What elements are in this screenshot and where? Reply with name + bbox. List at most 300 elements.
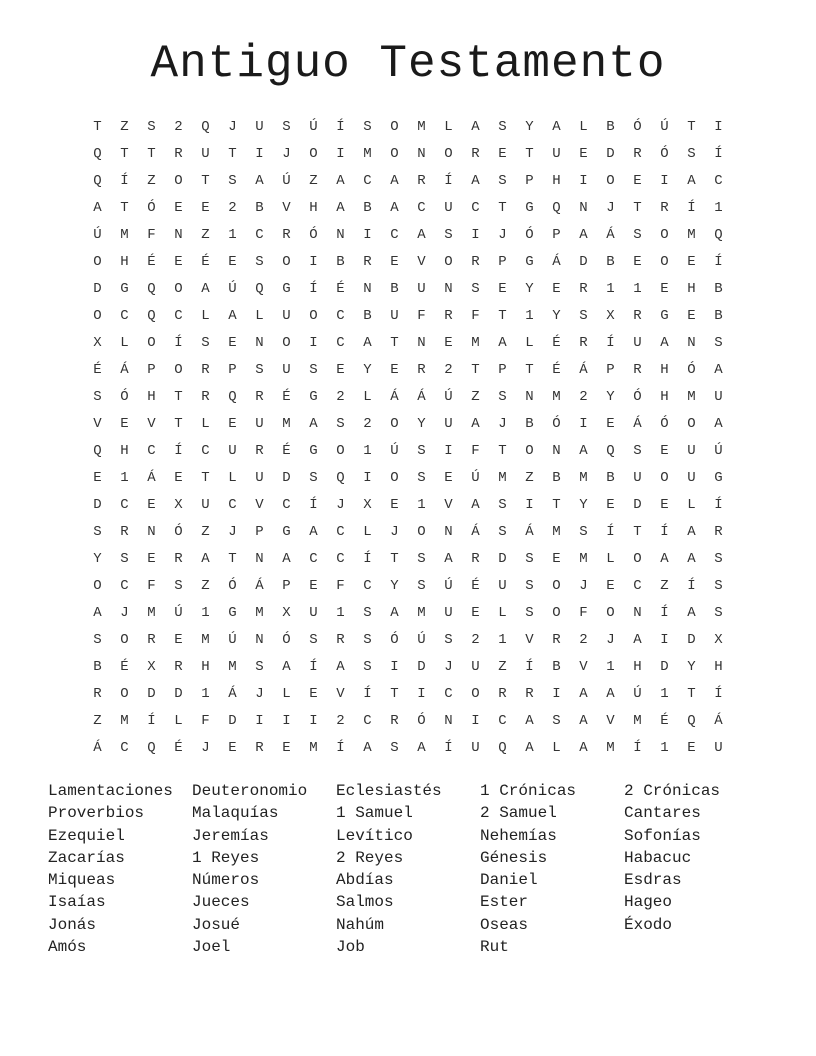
word-list-item: Isaías xyxy=(48,893,106,912)
grid-cell: Á xyxy=(228,686,237,702)
grid-cell: R xyxy=(471,254,480,270)
grid-cell: X xyxy=(174,497,183,513)
word-list-item: Sofonías xyxy=(624,826,701,845)
grid-cell: G xyxy=(228,605,237,621)
grid-cell: 2 xyxy=(336,713,345,729)
grid-cell: I xyxy=(363,227,372,243)
grid-cell: Ó xyxy=(660,146,669,162)
grid-cell: M xyxy=(282,416,291,432)
grid-cell: J xyxy=(282,146,291,162)
grid-cell: H xyxy=(552,173,561,189)
grid-cell: D xyxy=(498,551,507,567)
grid-cell: I xyxy=(336,146,345,162)
grid-cell: F xyxy=(579,605,588,621)
grid-cell: S xyxy=(255,659,264,675)
grid-cell: J xyxy=(498,416,507,432)
grid-cell: E xyxy=(444,335,453,351)
grid-cell: Á xyxy=(606,227,615,243)
grid-cell: 1 xyxy=(363,443,372,459)
grid-cell: 2 xyxy=(363,416,372,432)
grid-cell: Y xyxy=(93,551,102,567)
grid-cell: Ú xyxy=(444,389,453,405)
grid-cell: M xyxy=(417,605,426,621)
grid-cell: D xyxy=(147,686,156,702)
grid-cell: O xyxy=(606,605,615,621)
grid-cell: U xyxy=(390,308,399,324)
grid-cell: S xyxy=(255,254,264,270)
grid-cell: Q xyxy=(201,119,210,135)
grid-cell: Á xyxy=(552,254,561,270)
grid-cell: O xyxy=(606,173,615,189)
grid-cell: Q xyxy=(147,308,156,324)
grid-cell: F xyxy=(471,443,480,459)
grid-cell: T xyxy=(525,362,534,378)
grid-cell: G xyxy=(525,200,534,216)
grid-cell: C xyxy=(390,227,399,243)
grid-cell: 1 xyxy=(201,686,210,702)
grid-cell: V xyxy=(336,686,345,702)
grid-cell: C xyxy=(336,308,345,324)
grid-cell: T xyxy=(228,551,237,567)
word-list-item: Salmos xyxy=(336,893,394,912)
grid-cell: O xyxy=(93,308,102,324)
grid-cell: É xyxy=(147,254,156,270)
word-list-item: Josué xyxy=(192,915,241,934)
grid-cell: Í xyxy=(363,686,372,702)
word-list-item: 1 Samuel xyxy=(336,804,413,823)
grid-cell: N xyxy=(417,146,426,162)
grid-cell: E xyxy=(687,254,696,270)
grid-cell: J xyxy=(201,740,210,756)
grid-cell: S xyxy=(363,119,372,135)
grid-row xyxy=(84,195,732,222)
grid-cell: S xyxy=(687,146,696,162)
grid-cell: S xyxy=(228,173,237,189)
grid-cell: M xyxy=(471,335,480,351)
grid-cell: Í xyxy=(309,281,318,297)
grid-row xyxy=(84,519,732,546)
grid-cell: R xyxy=(633,362,642,378)
grid-cell: O xyxy=(174,173,183,189)
grid-cell: X xyxy=(606,308,615,324)
grid-cell: Á xyxy=(525,524,534,540)
grid-cell: T xyxy=(633,524,642,540)
grid-cell: M xyxy=(579,470,588,486)
word-list-item: Eclesiastés xyxy=(336,782,442,800)
grid-cell: E xyxy=(633,254,642,270)
word-list-item: Habacuc xyxy=(624,848,692,867)
grid-cell: O xyxy=(93,578,102,594)
grid-cell: Q xyxy=(93,443,102,459)
grid-cell: H xyxy=(120,443,129,459)
grid-cell: F xyxy=(201,713,210,729)
grid-cell: T xyxy=(390,686,399,702)
grid-cell: 2 xyxy=(579,389,588,405)
grid-cell: L xyxy=(687,497,696,513)
grid-cell: M xyxy=(120,713,129,729)
grid-cell: E xyxy=(174,254,183,270)
grid-cell: C xyxy=(363,578,372,594)
grid-cell: V xyxy=(417,254,426,270)
grid-cell: G xyxy=(525,254,534,270)
grid-cell: A xyxy=(228,308,237,324)
grid-cell: U xyxy=(471,740,480,756)
grid-cell: I xyxy=(660,173,669,189)
grid-cell: Í xyxy=(336,740,345,756)
grid-cell: U xyxy=(282,308,291,324)
grid-cell: R xyxy=(174,146,183,162)
grid-cell: 1 xyxy=(633,281,642,297)
grid-cell: Ó xyxy=(660,416,669,432)
grid-cell: T xyxy=(228,146,237,162)
grid-cell: E xyxy=(579,146,588,162)
grid-cell: R xyxy=(120,524,129,540)
grid-cell: L xyxy=(201,416,210,432)
grid-cell: R xyxy=(660,200,669,216)
grid-cell: A xyxy=(255,173,264,189)
grid-cell: S xyxy=(417,443,426,459)
grid-cell: Z xyxy=(201,578,210,594)
grid-cell: Ó xyxy=(552,416,561,432)
grid-cell: A xyxy=(471,119,480,135)
grid-cell: L xyxy=(120,335,129,351)
grid-row xyxy=(84,330,732,357)
grid-cell: T xyxy=(471,362,480,378)
grid-cell: R xyxy=(552,632,561,648)
grid-cell: I xyxy=(525,497,534,513)
grid-cell: S xyxy=(390,740,399,756)
grid-cell: T xyxy=(498,308,507,324)
grid-cell: S xyxy=(309,362,318,378)
grid-cell: P xyxy=(498,362,507,378)
word-list-item: 2 Crónicas xyxy=(624,782,721,800)
grid-cell: S xyxy=(309,632,318,648)
grid-cell: É xyxy=(336,281,345,297)
grid-cell: D xyxy=(687,632,696,648)
grid-cell: Ó xyxy=(282,632,291,648)
grid-cell: L xyxy=(606,551,615,567)
grid-cell: Q xyxy=(228,389,237,405)
grid-cell: V xyxy=(255,497,264,513)
grid-cell: Q xyxy=(336,470,345,486)
grid-cell: S xyxy=(444,632,453,648)
grid-cell: Ó xyxy=(525,227,534,243)
grid-cell: S xyxy=(525,578,534,594)
grid-cell: E xyxy=(282,740,291,756)
grid-cell: V xyxy=(579,659,588,675)
grid-cell: L xyxy=(498,605,507,621)
grid-cell: Í xyxy=(633,740,642,756)
grid-cell: Í xyxy=(687,578,696,594)
grid-cell: T xyxy=(498,443,507,459)
grid-cell: M xyxy=(228,659,237,675)
grid-cell: S xyxy=(498,389,507,405)
grid-cell: S xyxy=(714,605,723,621)
grid-cell: Ó xyxy=(120,389,129,405)
grid-cell: A xyxy=(93,605,102,621)
grid-cell: D xyxy=(228,713,237,729)
grid-cell: Í xyxy=(714,686,723,702)
grid-cell: R xyxy=(174,551,183,567)
grid-cell: S xyxy=(714,551,723,567)
grid-cell: R xyxy=(633,146,642,162)
grid-cell: 2 xyxy=(579,632,588,648)
grid-cell: B xyxy=(714,308,723,324)
grid-cell: P xyxy=(498,254,507,270)
grid-cell: B xyxy=(552,470,561,486)
grid-cell: I xyxy=(417,686,426,702)
grid-cell: A xyxy=(390,200,399,216)
grid-cell: I xyxy=(309,335,318,351)
grid-cell: T xyxy=(633,200,642,216)
grid-row xyxy=(84,465,732,492)
grid-cell: Q xyxy=(687,713,696,729)
grid-cell: A xyxy=(282,551,291,567)
grid-cell: L xyxy=(282,686,291,702)
grid-cell: R xyxy=(471,551,480,567)
grid-cell: C xyxy=(255,227,264,243)
grid-cell: J xyxy=(336,497,345,513)
grid-cell: Í xyxy=(309,659,318,675)
grid-cell: N xyxy=(147,524,156,540)
grid-cell: Q xyxy=(93,146,102,162)
grid-cell: Í xyxy=(660,524,669,540)
grid-cell: 1 xyxy=(606,281,615,297)
grid-cell: O xyxy=(687,416,696,432)
grid-row xyxy=(84,303,732,330)
grid-cell: S xyxy=(498,119,507,135)
grid-cell: V xyxy=(444,497,453,513)
grid-cell: Ú xyxy=(660,119,669,135)
grid-cell: F xyxy=(417,308,426,324)
grid-cell: B xyxy=(336,254,345,270)
word-list-item: Nehemías xyxy=(480,826,557,845)
grid-cell: B xyxy=(606,254,615,270)
grid-cell: E xyxy=(606,497,615,513)
grid-cell: C xyxy=(633,578,642,594)
grid-cell: S xyxy=(498,524,507,540)
grid-cell: 2 xyxy=(471,632,480,648)
grid-cell: I xyxy=(255,713,264,729)
grid-cell: S xyxy=(525,605,534,621)
grid-cell: É xyxy=(282,389,291,405)
grid-cell: R xyxy=(363,254,372,270)
grid-row xyxy=(84,708,732,735)
word-list-item: Números xyxy=(192,871,260,890)
grid-cell: G xyxy=(714,470,723,486)
grid-cell: U xyxy=(228,443,237,459)
grid-cell: T xyxy=(687,686,696,702)
grid-cell: M xyxy=(552,524,561,540)
grid-cell: H xyxy=(714,659,723,675)
grid-cell: Ú xyxy=(93,227,102,243)
grid-cell: Í xyxy=(363,551,372,567)
grid-cell: S xyxy=(525,551,534,567)
grid-cell: M xyxy=(687,227,696,243)
grid-cell: T xyxy=(201,470,210,486)
grid-cell: É xyxy=(552,335,561,351)
grid-cell: I xyxy=(309,713,318,729)
word-list-item: Lamentaciones xyxy=(48,782,173,800)
grid-cell: C xyxy=(120,308,129,324)
grid-cell: O xyxy=(444,254,453,270)
word-list-item: Daniel xyxy=(480,871,538,890)
grid-cell: P xyxy=(282,578,291,594)
grid-cell: O xyxy=(660,227,669,243)
grid-cell: T xyxy=(390,551,399,567)
grid-cell: U xyxy=(201,146,210,162)
grid-cell: B xyxy=(525,416,534,432)
grid-cell: Í xyxy=(660,605,669,621)
word-list-item: Esdras xyxy=(624,871,682,890)
grid-cell: Z xyxy=(660,578,669,594)
grid-cell: Z xyxy=(309,173,318,189)
grid-cell: A xyxy=(336,659,345,675)
grid-cell: Á xyxy=(714,713,723,729)
grid-cell: E xyxy=(147,551,156,567)
grid-cell: M xyxy=(417,119,426,135)
grid-cell: D xyxy=(579,254,588,270)
grid-cell: B xyxy=(390,281,399,297)
grid-cell: Ó xyxy=(309,227,318,243)
grid-cell: O xyxy=(174,362,183,378)
grid-row xyxy=(84,114,732,141)
grid-cell: L xyxy=(552,740,561,756)
grid-cell: 1 xyxy=(228,227,237,243)
grid-cell: Ú xyxy=(228,632,237,648)
grid-cell: Z xyxy=(201,524,210,540)
word-list-item: Éxodo xyxy=(624,915,673,934)
grid-cell: H xyxy=(120,254,129,270)
grid-cell: Í xyxy=(687,200,696,216)
grid-cell: S xyxy=(336,416,345,432)
grid-cell: E xyxy=(228,740,237,756)
grid-cell: Á xyxy=(417,389,426,405)
grid-cell: E xyxy=(93,470,102,486)
grid-cell: N xyxy=(255,551,264,567)
grid-cell: A xyxy=(309,416,318,432)
grid-cell: O xyxy=(390,470,399,486)
word-list-item: 2 Samuel xyxy=(480,804,557,823)
grid-cell: Á xyxy=(255,578,264,594)
word-list-item: Cantares xyxy=(624,804,701,823)
grid-cell: C xyxy=(417,200,426,216)
grid-cell: F xyxy=(147,578,156,594)
grid-cell: C xyxy=(120,497,129,513)
grid-cell: O xyxy=(390,119,399,135)
grid-cell: O xyxy=(660,470,669,486)
grid-cell: T xyxy=(120,146,129,162)
grid-cell: M xyxy=(633,713,642,729)
grid-cell: O xyxy=(390,416,399,432)
grid-cell: P xyxy=(147,362,156,378)
grid-cell: C xyxy=(363,713,372,729)
grid-cell: T xyxy=(498,200,507,216)
grid-cell: S xyxy=(174,578,183,594)
grid-cell: X xyxy=(363,497,372,513)
grid-cell: X xyxy=(282,605,291,621)
grid-cell: M xyxy=(363,146,372,162)
word-list-item: Deuteronomio xyxy=(192,782,308,800)
grid-cell: A xyxy=(525,713,534,729)
grid-cell: S xyxy=(417,578,426,594)
grid-cell: É xyxy=(282,443,291,459)
grid-cell: A xyxy=(363,740,372,756)
grid-cell: R xyxy=(255,389,264,405)
grid-cell: U xyxy=(687,443,696,459)
grid-cell: Ó xyxy=(228,578,237,594)
word-list-item: Jueces xyxy=(192,893,250,912)
grid-cell: S xyxy=(93,524,102,540)
grid-cell: F xyxy=(471,308,480,324)
grid-cell: J xyxy=(579,578,588,594)
grid-cell: Ú xyxy=(228,281,237,297)
grid-cell: H xyxy=(660,389,669,405)
grid-cell: U xyxy=(201,497,210,513)
grid-cell: A xyxy=(525,740,534,756)
grid-cell: R xyxy=(174,659,183,675)
word-list-item: Oseas xyxy=(480,915,529,934)
grid-cell: O xyxy=(552,578,561,594)
word-list-item: Malaquías xyxy=(192,804,279,823)
grid-cell: Q xyxy=(552,200,561,216)
grid-cell: L xyxy=(363,524,372,540)
grid-cell: É xyxy=(201,254,210,270)
grid-row xyxy=(84,384,732,411)
grid-cell: O xyxy=(390,146,399,162)
word-list-item: Génesis xyxy=(480,848,548,867)
grid-cell: D xyxy=(417,659,426,675)
grid-cell: 1 xyxy=(201,605,210,621)
grid-cell: R xyxy=(201,389,210,405)
grid-cell: Ú xyxy=(309,119,318,135)
grid-cell: A xyxy=(444,551,453,567)
grid-cell: O xyxy=(282,254,291,270)
word-list-item: Rut xyxy=(480,938,509,957)
grid-cell: A xyxy=(417,740,426,756)
word-list-item: Job xyxy=(336,938,365,957)
grid-cell: R xyxy=(579,335,588,351)
grid-cell: X xyxy=(714,632,723,648)
grid-cell: F xyxy=(147,227,156,243)
word-list xyxy=(48,780,768,958)
grid-cell: P xyxy=(228,362,237,378)
grid-row xyxy=(84,249,732,276)
grid-cell: C xyxy=(363,173,372,189)
word-list-item: Ester xyxy=(480,893,529,912)
grid-cell: N xyxy=(579,200,588,216)
grid-cell: B xyxy=(363,200,372,216)
grid-cell: S xyxy=(363,605,372,621)
grid-cell: E xyxy=(390,497,399,513)
grid-cell: E xyxy=(552,281,561,297)
grid-row xyxy=(84,627,732,654)
grid-cell: Í xyxy=(714,146,723,162)
grid-cell: S xyxy=(93,389,102,405)
grid-cell: 2 xyxy=(444,362,453,378)
grid-cell: G xyxy=(120,281,129,297)
grid-cell: A xyxy=(201,281,210,297)
grid-cell: A xyxy=(579,713,588,729)
grid-cell: H xyxy=(633,659,642,675)
grid-cell: Á xyxy=(579,362,588,378)
grid-row xyxy=(84,681,732,708)
grid-cell: U xyxy=(714,740,723,756)
grid-cell: N xyxy=(417,335,426,351)
grid-cell: Á xyxy=(471,524,480,540)
grid-cell: U xyxy=(255,416,264,432)
grid-cell: Z xyxy=(471,389,480,405)
